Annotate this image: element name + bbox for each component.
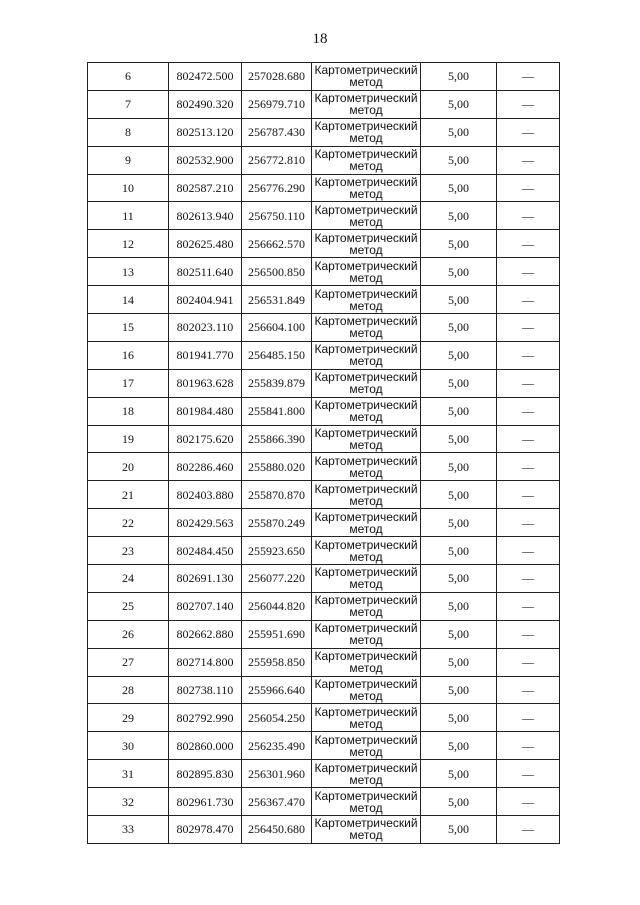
y-coordinate-cell: 255841.800 [242,397,312,425]
accuracy-cell: 5,00 [421,453,497,481]
table-row [88,425,560,453]
method-cell [312,425,421,453]
method-line-2: метод [349,716,383,731]
y-coordinate-cell: 256077.220 [242,565,312,593]
method-cell [312,202,421,230]
table-row [88,202,560,230]
accuracy-cell: 5,00 [421,481,497,509]
y-coordinate-cell: 255958.850 [242,648,312,676]
accuracy-cell: 5,00 [421,341,497,369]
accuracy-cell: 5,00 [421,230,497,258]
point-number-cell: 30 [88,732,169,760]
y-coordinate-cell: 255966.640 [242,676,312,704]
x-coordinate-cell: 802714.800 [169,648,242,676]
method-line-1: Картометрический [314,426,418,441]
y-coordinate-cell: 257028.680 [242,63,312,91]
accuracy-cell: 5,00 [421,565,497,593]
x-coordinate-cell: 802429.563 [169,509,242,537]
method-line-2: метод [349,633,383,648]
y-coordinate-cell: 256772.810 [242,146,312,174]
method-line-1: Картометрический [314,398,418,413]
point-number-cell: 24 [88,565,169,593]
description-cell: — [497,397,560,425]
table-row [88,341,560,369]
y-coordinate-cell: 256750.110 [242,202,312,230]
y-coordinate-cell: 255870.870 [242,481,312,509]
method-line-2: метод [349,549,383,564]
x-coordinate-cell: 802484.450 [169,537,242,565]
y-coordinate-cell: 256787.430 [242,118,312,146]
method-line-1: Картометрический [314,788,418,803]
x-coordinate-cell: 802403.880 [169,481,242,509]
accuracy-cell: 5,00 [421,258,497,286]
method-line-2: метод [349,465,383,480]
method-line-2: метод [349,103,383,118]
method-line-2: метод [349,214,383,229]
accuracy-cell: 5,00 [421,118,497,146]
x-coordinate-cell: 802691.130 [169,565,242,593]
description-cell: — [497,230,560,258]
accuracy-cell: 5,00 [421,202,497,230]
method-cell [312,453,421,481]
method-cell [312,341,421,369]
description-cell: — [497,258,560,286]
table-row [88,286,560,314]
method-line-1: Картометрический [314,370,418,385]
method-line-1: Картометрический [314,509,418,524]
description-cell: — [497,481,560,509]
accuracy-cell: 5,00 [421,425,497,453]
point-number-cell: 25 [88,592,169,620]
method-line-1: Картометрический [314,91,418,106]
table-row [88,63,560,91]
method-cell [312,537,421,565]
y-coordinate-cell: 256500.850 [242,258,312,286]
x-coordinate-cell: 801941.770 [169,341,242,369]
table-row [88,230,560,258]
description-cell: — [497,174,560,202]
table-row [88,565,560,593]
method-line-2: метод [349,521,383,536]
method-cell [312,592,421,620]
x-coordinate-cell: 801963.628 [169,369,242,397]
method-line-2: метод [349,828,383,843]
method-line-2: метод [349,800,383,815]
method-cell [312,230,421,258]
method-line-1: Картометрический [314,537,418,552]
x-coordinate-cell: 802613.940 [169,202,242,230]
y-coordinate-cell: 255880.020 [242,453,312,481]
point-number-cell: 12 [88,230,169,258]
method-cell [312,369,421,397]
method-line-2: метод [349,410,383,425]
method-line-1: Картометрический [314,202,418,217]
description-cell: — [497,314,560,342]
method-line-1: Картометрический [314,704,418,719]
point-number-cell: 21 [88,481,169,509]
description-cell: — [497,732,560,760]
accuracy-cell: 5,00 [421,90,497,118]
method-line-2: метод [349,187,383,201]
description-cell: — [497,648,560,676]
table-row [88,174,560,202]
table-row [88,509,560,537]
description-cell: — [497,369,560,397]
method-cell [312,314,421,342]
method-line-1: Картометрический [314,649,418,664]
x-coordinate-cell: 802961.730 [169,788,242,816]
description-cell: — [497,202,560,230]
table-row [88,118,560,146]
method-line-2: метод [349,131,383,146]
method-cell [312,509,421,537]
y-coordinate-cell: 255870.249 [242,509,312,537]
point-number-cell: 9 [88,146,169,174]
method-line-2: метод [349,772,383,787]
x-coordinate-cell: 802023.110 [169,314,242,342]
x-coordinate-cell: 802792.990 [169,704,242,732]
y-coordinate-cell: 256301.960 [242,760,312,788]
method-line-1: Картометрический [314,147,418,162]
table-row [88,258,560,286]
x-coordinate-cell: 802625.480 [169,230,242,258]
table-row [88,453,560,481]
y-coordinate-cell: 255951.690 [242,620,312,648]
accuracy-cell: 5,00 [421,676,497,704]
accuracy-cell: 5,00 [421,592,497,620]
y-coordinate-cell: 255923.650 [242,537,312,565]
method-line-1: Картометрический [314,230,418,245]
description-cell: — [497,509,560,537]
point-number-cell: 16 [88,341,169,369]
method-line-2: метод [349,605,383,620]
table-row [88,760,560,788]
table-row [88,676,560,704]
description-cell: — [497,620,560,648]
x-coordinate-cell: 802738.110 [169,676,242,704]
accuracy-cell: 5,00 [421,314,497,342]
accuracy-cell: 5,00 [421,816,497,844]
y-coordinate-cell: 256450.680 [242,816,312,844]
method-cell [312,63,421,91]
method-line-2: метод [349,298,383,313]
method-cell [312,286,421,314]
method-line-2: метод [349,744,383,759]
method-line-1: Картометрический [314,453,418,468]
x-coordinate-cell: 802472.500 [169,63,242,91]
method-line-1: Картометрический [314,481,418,496]
method-line-1: Картометрический [314,621,418,636]
accuracy-cell: 5,00 [421,286,497,314]
y-coordinate-cell: 256044.820 [242,592,312,620]
x-coordinate-cell: 802587.210 [169,174,242,202]
x-coordinate-cell: 802286.460 [169,453,242,481]
method-line-1: Картометрический [314,816,418,831]
method-line-1: Картометрический [314,119,418,134]
y-coordinate-cell: 256485.150 [242,341,312,369]
accuracy-cell: 5,00 [421,146,497,174]
accuracy-cell: 5,00 [421,369,497,397]
method-line-1: Картометрический [314,258,418,273]
y-coordinate-cell: 256531.849 [242,286,312,314]
method-cell [312,565,421,593]
method-line-1: Картометрический [314,286,418,301]
point-number-cell: 19 [88,425,169,453]
accuracy-cell: 5,00 [421,788,497,816]
method-line-2: метод [349,75,383,90]
y-coordinate-cell: 256054.250 [242,704,312,732]
x-coordinate-cell: 802707.140 [169,592,242,620]
point-number-cell: 29 [88,704,169,732]
accuracy-cell: 5,00 [421,509,497,537]
table-row [88,90,560,118]
method-line-2: метод [349,438,383,453]
method-line-2: метод [349,242,383,257]
description-cell: — [497,63,560,91]
method-line-2: метод [349,326,383,341]
table-row [88,369,560,397]
description-cell: — [497,676,560,704]
point-number-cell: 33 [88,816,169,844]
description-cell: — [497,592,560,620]
point-number-cell: 14 [88,286,169,314]
point-number-cell: 32 [88,788,169,816]
y-coordinate-cell: 256662.570 [242,230,312,258]
x-coordinate-cell: 802860.000 [169,732,242,760]
description-cell: — [497,146,560,174]
method-cell [312,732,421,760]
description-cell: — [497,286,560,314]
x-coordinate-cell: 802895.830 [169,760,242,788]
table-row [88,146,560,174]
description-cell: — [497,760,560,788]
description-cell: — [497,453,560,481]
method-line-1: Картометрический [314,760,418,775]
accuracy-cell: 5,00 [421,397,497,425]
x-coordinate-cell: 802511.640 [169,258,242,286]
method-line-2: метод [349,159,383,174]
method-line-2: метод [349,689,383,704]
method-line-2: метод [349,270,383,285]
point-number-cell: 22 [88,509,169,537]
description-cell: — [497,118,560,146]
description-cell: — [497,565,560,593]
y-coordinate-cell: 256604.100 [242,314,312,342]
method-line-2: метод [349,493,383,508]
y-coordinate-cell: 256235.490 [242,732,312,760]
point-number-cell: 17 [88,369,169,397]
method-cell [312,174,421,202]
x-coordinate-cell: 802175.620 [169,425,242,453]
description-cell: — [497,704,560,732]
point-number-cell: 7 [88,90,169,118]
point-number-cell: 28 [88,676,169,704]
point-number-cell: 26 [88,620,169,648]
accuracy-cell: 5,00 [421,63,497,91]
method-line-1: Картометрический [314,175,418,189]
description-cell: — [497,788,560,816]
description-cell: — [497,816,560,844]
point-number-cell: 11 [88,202,169,230]
accuracy-cell: 5,00 [421,537,497,565]
y-coordinate-cell: 256979.710 [242,90,312,118]
description-cell: — [497,537,560,565]
method-cell [312,258,421,286]
description-cell: — [497,341,560,369]
point-number-cell: 20 [88,453,169,481]
method-line-1: Картометрический [314,732,418,747]
table-row [88,537,560,565]
point-number-cell: 23 [88,537,169,565]
point-number-cell: 31 [88,760,169,788]
table-row [88,788,560,816]
point-number-cell: 8 [88,118,169,146]
accuracy-cell: 5,00 [421,704,497,732]
method-cell [312,704,421,732]
accuracy-cell: 5,00 [421,760,497,788]
x-coordinate-cell: 802978.470 [169,816,242,844]
y-coordinate-cell: 256367.470 [242,788,312,816]
method-cell [312,788,421,816]
point-number-cell: 13 [88,258,169,286]
method-cell [312,118,421,146]
method-line-1: Картометрический [314,677,418,692]
accuracy-cell: 5,00 [421,174,497,202]
x-coordinate-cell: 802662.880 [169,620,242,648]
x-coordinate-cell: 802513.120 [169,118,242,146]
method-line-2: метод [349,354,383,369]
x-coordinate-cell: 802404.941 [169,286,242,314]
table-row [88,592,560,620]
page-number: 18 [312,31,328,47]
accuracy-cell: 5,00 [421,620,497,648]
method-cell [312,760,421,788]
method-cell [312,146,421,174]
method-cell [312,397,421,425]
method-line-1: Картометрический [314,593,418,608]
y-coordinate-cell: 255866.390 [242,425,312,453]
accuracy-cell: 5,00 [421,732,497,760]
table-row [88,620,560,648]
coordinates-table [87,62,560,844]
y-coordinate-cell: 256776.290 [242,174,312,202]
coordinates-table-body [88,63,560,844]
table-row [88,704,560,732]
method-line-1: Картометрический [314,342,418,357]
x-coordinate-cell: 802490.320 [169,90,242,118]
method-line-2: метод [349,577,383,592]
method-cell [312,648,421,676]
method-cell [312,816,421,844]
description-cell: — [497,425,560,453]
table-row [88,314,560,342]
point-number-cell: 27 [88,648,169,676]
method-line-2: метод [349,382,383,397]
y-coordinate-cell: 255839.879 [242,369,312,397]
method-line-1: Картометрический [314,314,418,329]
method-line-2: метод [349,661,383,676]
method-line-1: Картометрический [314,565,418,580]
method-cell [312,620,421,648]
point-number-cell: 15 [88,314,169,342]
point-number-cell: 6 [88,63,169,91]
table-row [88,397,560,425]
method-cell [312,90,421,118]
x-coordinate-cell: 801984.480 [169,397,242,425]
point-number-cell: 10 [88,174,169,202]
method-cell [312,676,421,704]
point-number-cell: 18 [88,397,169,425]
x-coordinate-cell: 802532.900 [169,146,242,174]
method-cell [312,481,421,509]
table-row [88,481,560,509]
accuracy-cell: 5,00 [421,648,497,676]
table-row [88,816,560,844]
table-row [88,732,560,760]
description-cell: — [497,90,560,118]
table-row [88,648,560,676]
method-line-1: Картометрический [314,63,418,78]
